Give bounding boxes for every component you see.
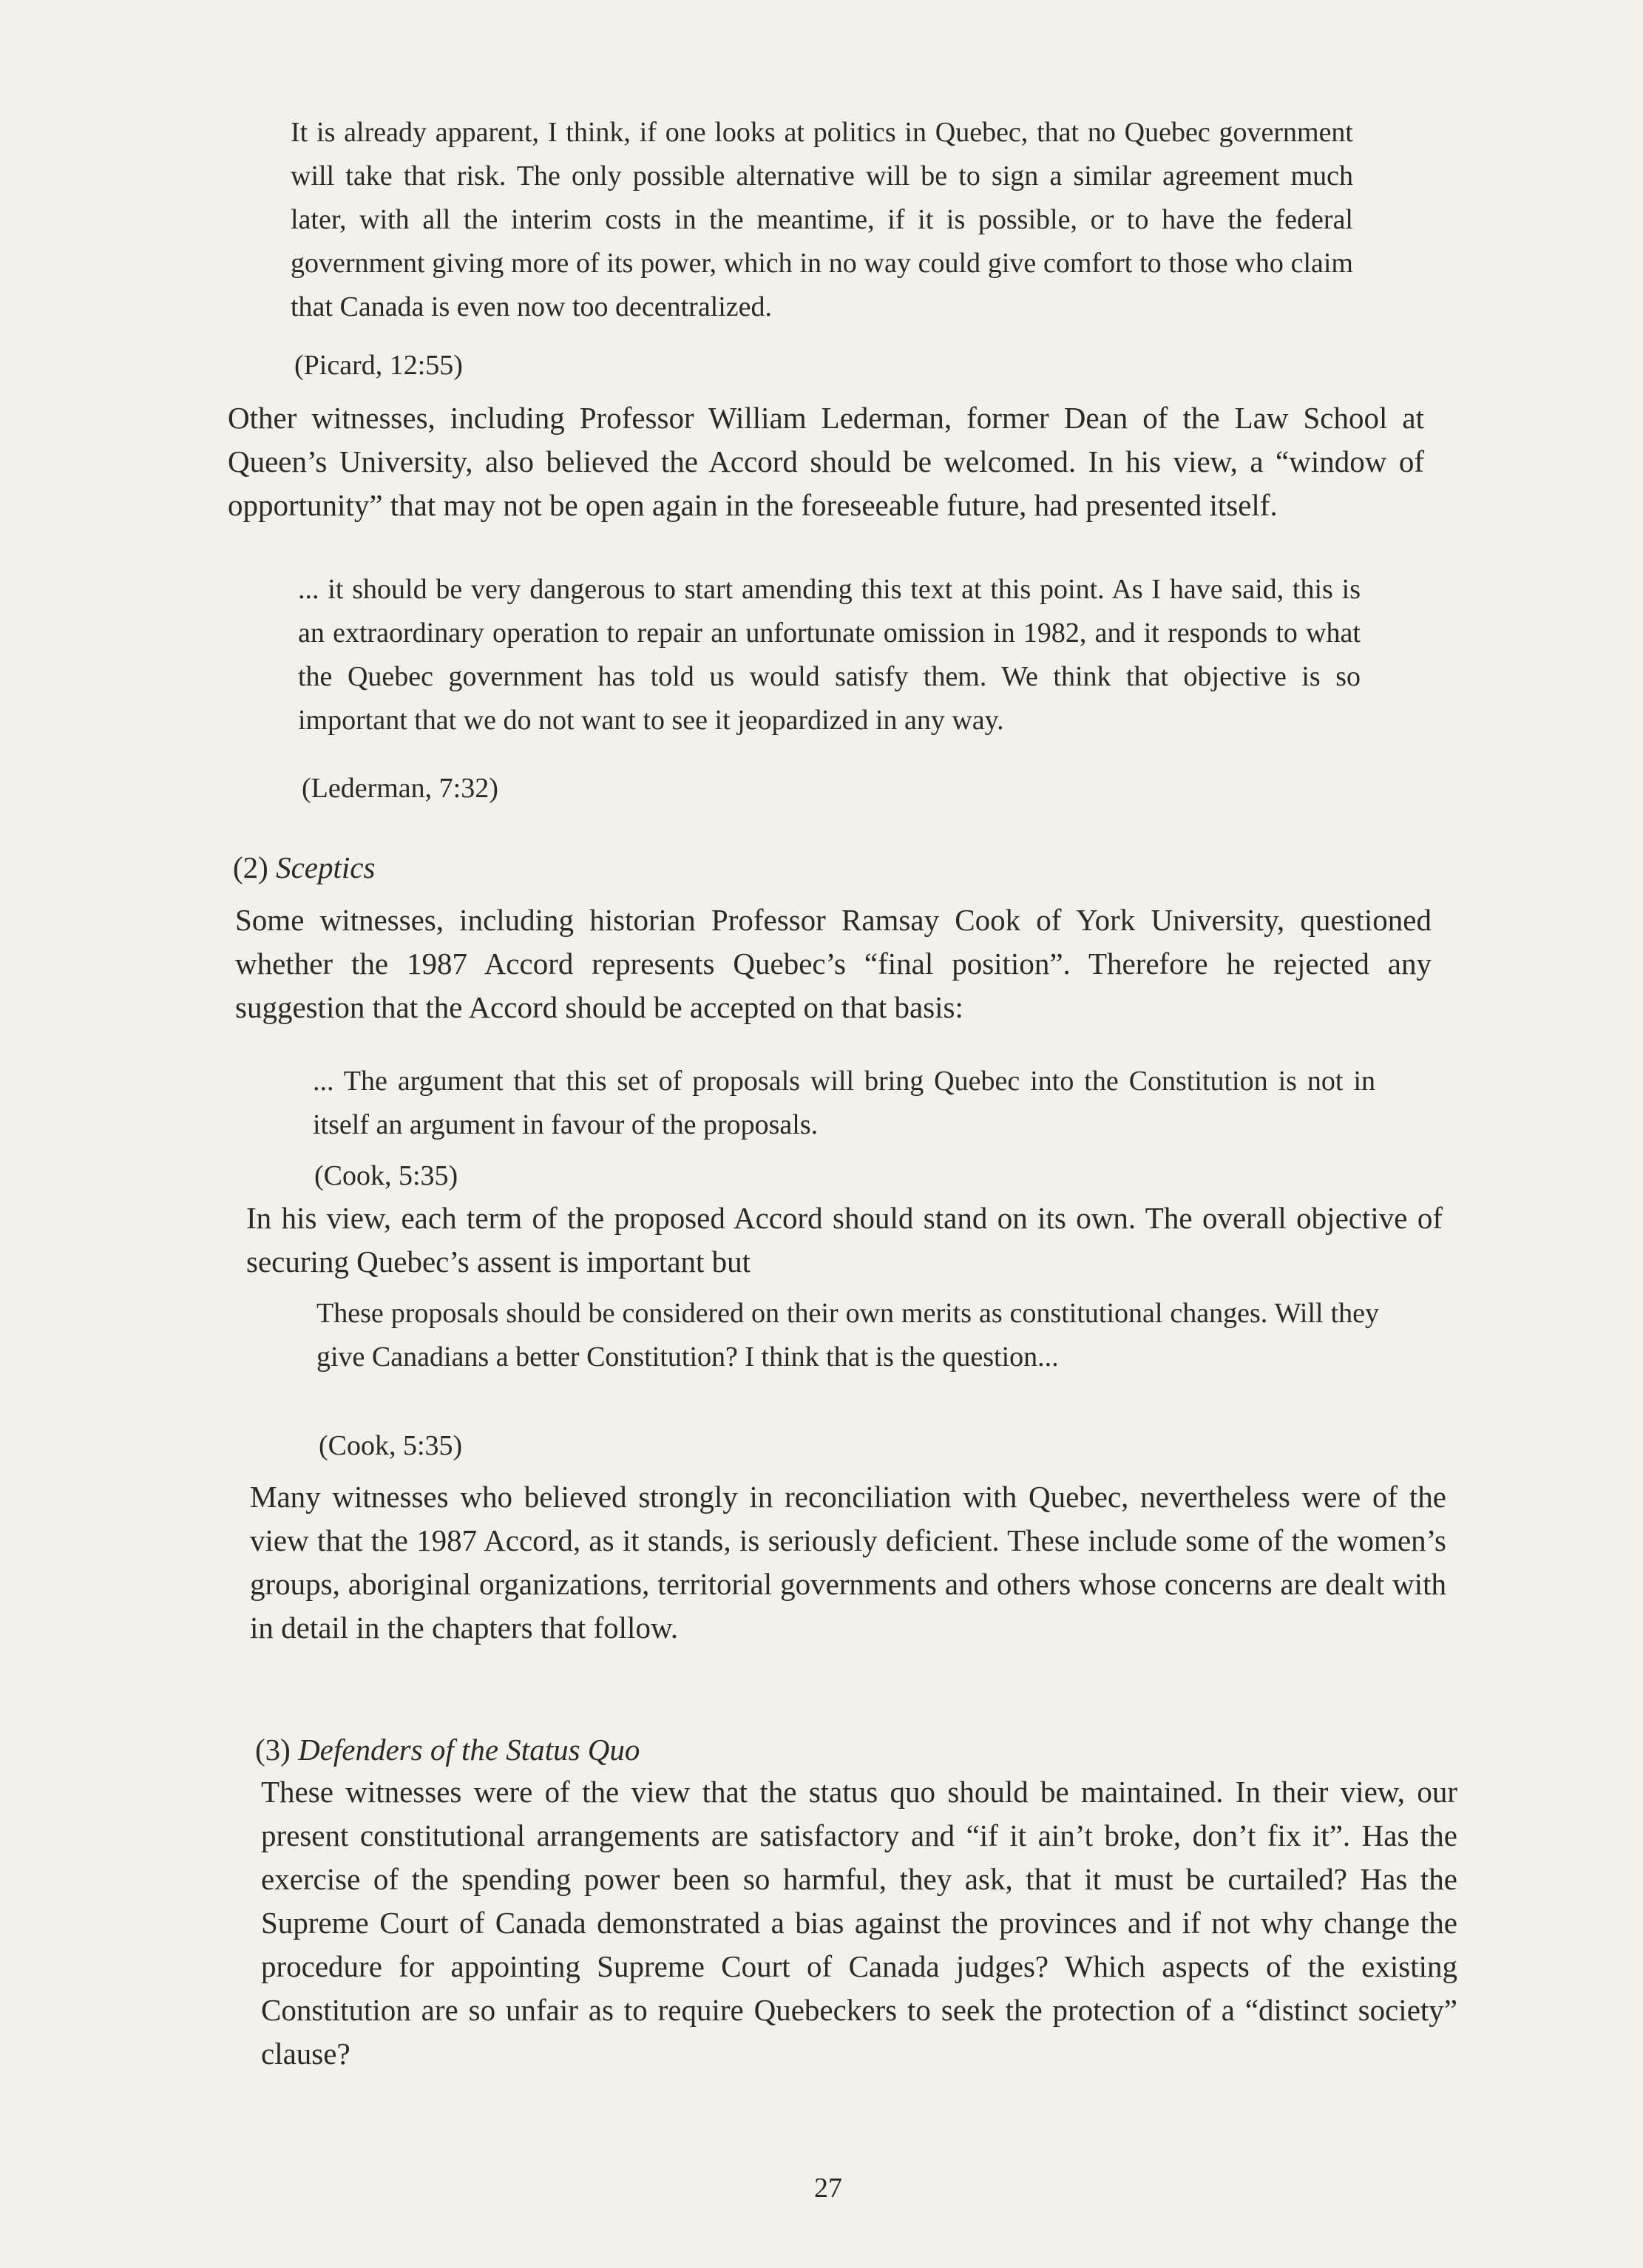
quote-cook-first: ... The argument that this set of proposals will bring Quebec into the Constitution is not in itself an argument in favour of the proposals. [313,1066,1375,1140]
paragraph-status-quo: These witnesses were of the view that the status quo should be maintained. In their view, our present constitutional arrangements are satisfactory and “if it ain’t broke, don’t fix it”. Has the exercise of the spending power been so harmful, they ask, that it must be curtailed? Has the Supreme Court of Canada demonstrated a bias against the provinces and if not why change the procedure for appointing Supreme Court of Canada judges? Which aspects of the existing Constitution are so unfair as to require Quebeckers to seek the protection of a “distinct society” clause? [261,1775,1457,2071]
page-number: 27 [814,2173,842,2204]
paragraph-each-term: In his view, each term of the proposed Accord should stand on its own. The overall objective of securing Quebec’s assent is important but [246,1201,1443,1279]
paragraph-many-witnesses: Many witnesses who believed strongly in reconciliation with Quebec, nevertheless were of the view that the 1987 Accord, as it stands, is seriously deficient. These include some of the women’s groups, aboriginal organizations, territorial governments and others whose concerns are dealt with in detail in the chapters that follow. [250,1480,1446,1645]
quote-picard: It is already apparent, I think, if one looks at politics in Quebec, that no Quebec government will take that risk. The only possible alternative will be to sign a similar agreement much later, with all the interim costs in the meantime, if it is possible, or to have the federal government giving more of its power, which in no way could give comfort to those who claim that Canada is even now too decentralized. [291,117,1353,322]
section-title: Defenders of the Status Quo [298,1733,640,1767]
section-number: (2) [233,850,268,884]
paragraph-cook: Some witnesses, including historian Professor Ramsay Cook of York University, questioned whether the 1987 Accord represents Quebec’s “final position”. Therefore he rejected any suggestion that the Accord should be accepted on that basis: [235,903,1432,1024]
quote-lederman: ... it should be very dangerous to start amending this text at this point. As I have said, this is an extraordinary operation to repair an unfortunate omission in 1982, and it responds to what the Quebec government has told us would satisfy them. We think that objective is so important that we do not want to see it jeopardized in any way. [298,574,1361,736]
citation-cook-first: (Cook, 5:35) [314,1160,458,1191]
quote-cook-second: These proposals should be considered on their own merits as constitutional changes. Will they give Canadians a better Constitution? I think that is the question... [316,1298,1379,1372]
section-number: (3) [255,1733,291,1767]
section-heading-sceptics [233,847,972,888]
citation-lederman: (Lederman, 7:32) [302,773,498,804]
section-title: Sceptics [276,850,376,884]
paragraph-lederman: Other witnesses, including Professor William Lederman, former Dean of the Law School at Queen’s University, also believed the Accord should be welcomed. In his view, a “window of opportunity” that may not be open again in the foreseeable future, had presented itself. [228,401,1424,522]
section-heading-defenders [255,1729,1142,1770]
citation-picard: (Picard, 12:55) [294,350,463,381]
citation-cook-second: (Cook, 5:35) [319,1430,463,1461]
